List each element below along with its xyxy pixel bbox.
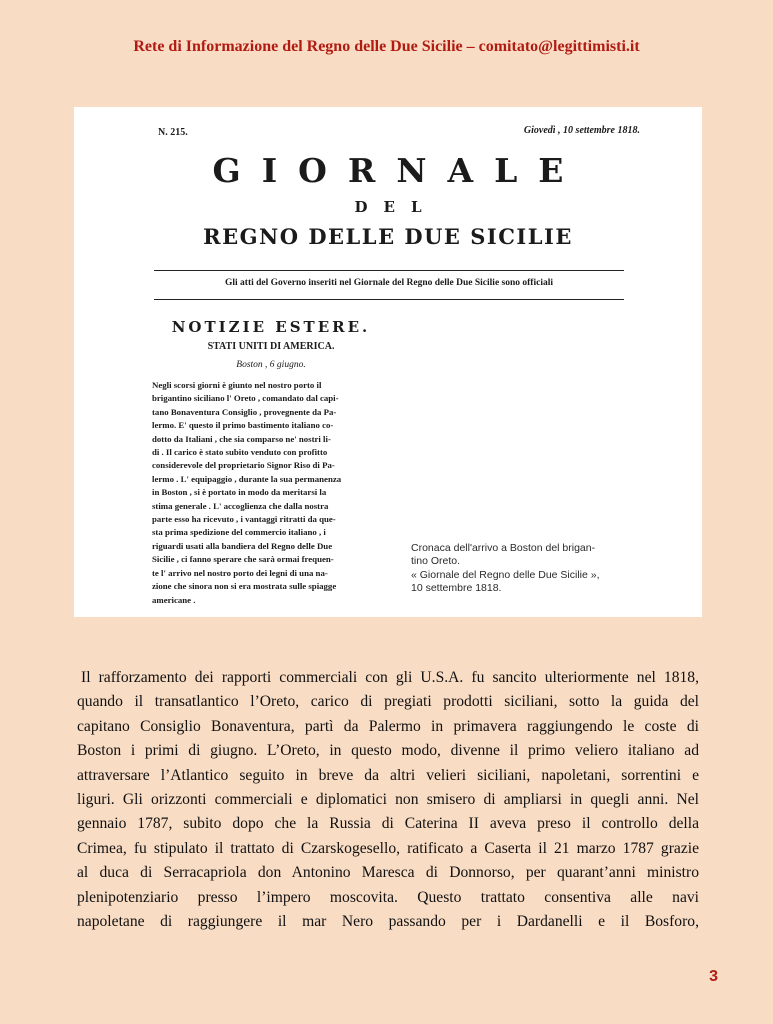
masthead-del: DEL — [354, 198, 438, 216]
body-line: quando il transatlantico l’Oreto, carico di pregiati prodotti siciliani, sotto la guida del — [77, 693, 699, 711]
article-line: considerevole del proprietario Signor Riso di Pa- — [152, 460, 335, 471]
issue-date: Giovedì , 10 settembre 1818. — [523, 125, 640, 136]
article-text — [152, 379, 392, 607]
article-line: te l' arrivo nel nostro porto dei legni di una na- — [152, 567, 328, 578]
caption-line: 10 settembre 1818. — [411, 582, 502, 595]
article-line: brigantino siciliano l' Oreto , comandato dal capi- — [152, 393, 339, 404]
body-line: Crimea, fu stipulato il trattato di Czarskogesello, ratificato a Caserta il 21 marzo 1787 grazie — [77, 839, 699, 857]
issue-number: N. 215. — [158, 127, 188, 138]
article-line: parte esso ha ricevuto , i vantaggi ritratti da que- — [152, 514, 336, 525]
page-header: Rete di Informazione del Regno delle Due Sicilie – comitato@legittimisti.it — [133, 38, 640, 55]
article-line: Sicilie , ci fanno sperare che sarà ormai frequen- — [152, 554, 334, 565]
body-line: liguri. Gli orizzonti commerciali e diplomatici non smisero di ampliarsi in quegli anni. Nel — [77, 791, 699, 809]
body-paragraph — [77, 666, 699, 934]
article-line: riguardi usati alla bandiera del Regno delle Due — [152, 540, 333, 551]
masthead-rule-top — [154, 270, 624, 271]
masthead-rule-bottom — [154, 299, 624, 300]
body-line: gennaio 1787, subito dopo che la Russia di Caterina II aveva preso il controllo della — [77, 815, 699, 833]
subsection-title: STATI UNITI DI AMERICA. — [207, 341, 335, 352]
article-line: tano Bonaventura Consiglio , provegnente da Pa- — [152, 406, 337, 417]
caption-line: « Giornale del Regno delle Due Sicilie », — [411, 568, 600, 581]
article-line: zione che sinora non si era mostrata sulle spiagge — [152, 581, 337, 592]
article-line: sta prima spedizione del commercio italiano , i — [152, 527, 326, 538]
article-line: lermo. E' questo il primo bastimento italiano co- — [152, 420, 334, 431]
article-line: stima generale . L' accoglienza che dalla nostra — [152, 500, 329, 511]
article-line: di . Il carico è stato subito venduto con profitto — [152, 447, 328, 458]
body-line: Boston i primi di giugno. L’Oreto, in questo modo, divenne il primo veliero italiano ad — [77, 742, 699, 760]
masthead-subtitle: REGNO DELLE DUE SICILIE — [203, 224, 573, 249]
article-dateline: Boston , 6 giugno. — [236, 360, 306, 370]
caption-line: tino Oreto. — [411, 555, 461, 568]
article-line: lermo . L' equipaggio , durante la sua permanenza — [152, 473, 342, 484]
body-line: attraversare l’Atlantico seguito in breve da altri velieri siciliani, napoletani, sorrentini e — [77, 766, 699, 784]
image-caption — [411, 542, 651, 596]
article-line: dotto da Italiani , che sia comparso ne' nostri li- — [152, 433, 331, 444]
newspaper-scan — [74, 107, 702, 617]
article-line: in Boston , si è portato in modo da meritarsi la — [152, 487, 327, 498]
body-line: Il rafforzamento dei rapporti commerciali con gli U.S.A. fu sancito ulteriormente nel 1818, — [81, 669, 699, 686]
article-line: Negli scorsi giorni è giunto nel nostro porto il — [152, 380, 322, 390]
masthead-title: GIORNALE — [212, 151, 585, 190]
body-line: capitano Consiglio Bonaventura, partì da Palermo in primavera raggiungendo le coste di — [77, 717, 699, 735]
page-number: 3 — [709, 968, 718, 985]
caption-line: Cronaca dell'arrivo a Boston del brigan- — [411, 542, 596, 554]
official-notice: Gli atti del Governo inseriti nel Giornale del Regno delle Due Sicilie sono officiali — [225, 278, 553, 288]
body-line: napoletane di raggiungere il mar Nero passando per i Dardanelli e il Bosforo, — [77, 913, 699, 931]
body-line: al duca di Serracapriola don Antonino Maresca di Donnorso, per quarant’anni ministro — [77, 864, 699, 882]
article-line: americane . — [152, 594, 196, 605]
section-title: NOTIZIE ESTERE. — [171, 318, 371, 336]
body-line: plenipotenziario presso l’impero moscovita. Questo trattato consentiva alle navi — [77, 888, 699, 906]
